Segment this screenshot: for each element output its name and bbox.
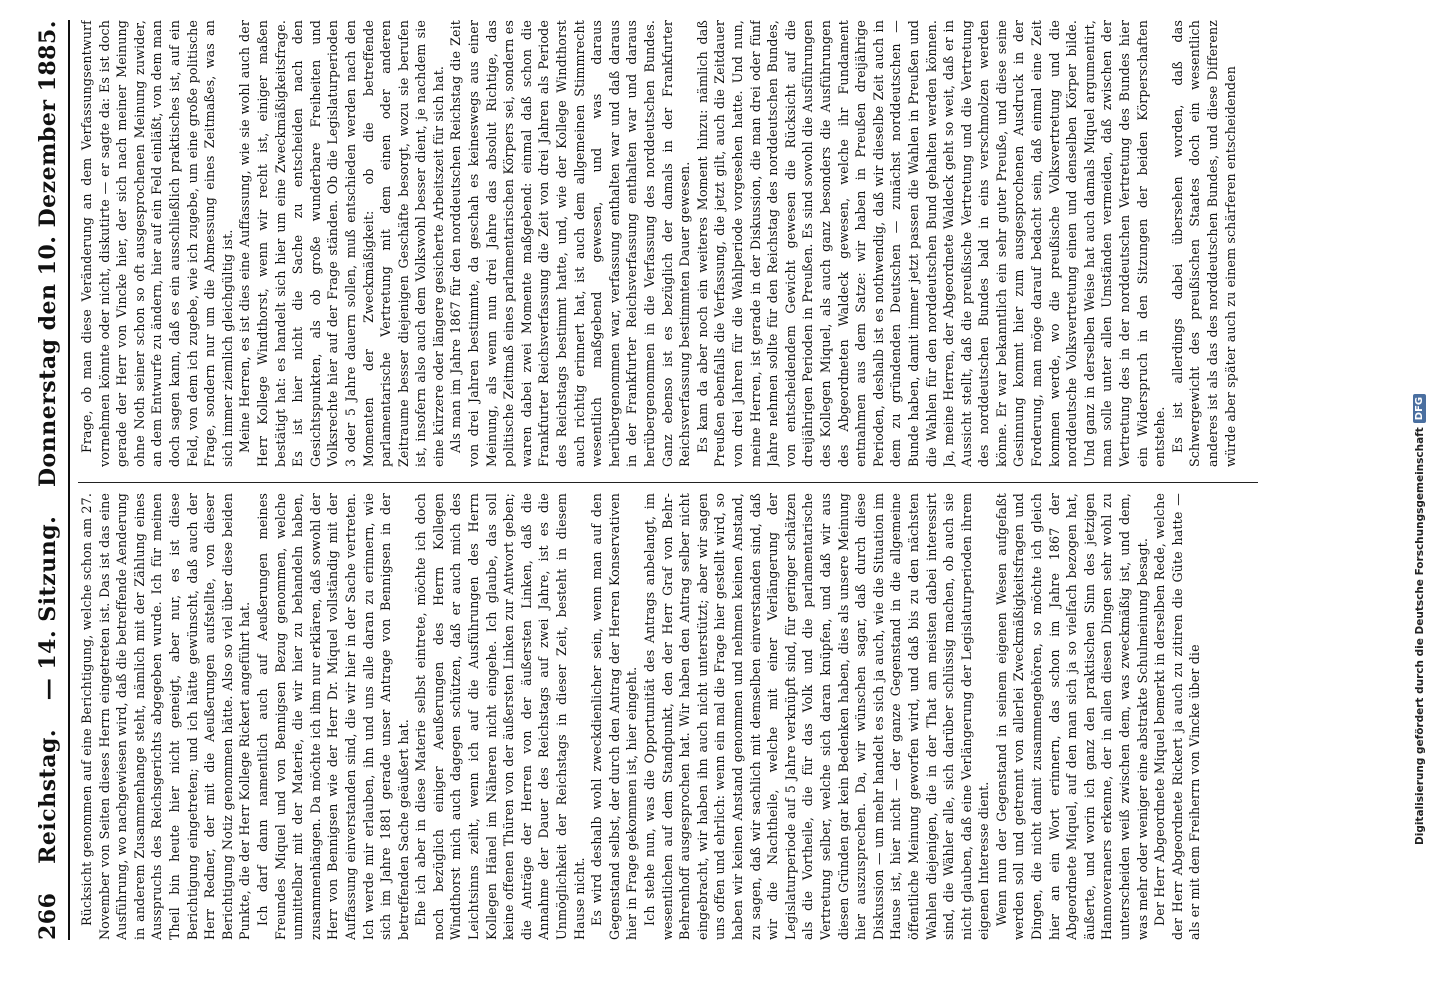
dfg-logo: DFG: [1413, 394, 1426, 423]
credit-line: [1413, 394, 1426, 845]
left-column: [78, 493, 1328, 940]
header-rule: [68, 20, 70, 940]
paragraph: Es wird deshalb wohl zweckdienlicher sein, wenn man auf den Gegenstand selbst, der durch den Antrag der Herren Konservativen hier in Frage gekommen ist, hier eingeht.: [589, 493, 640, 940]
paragraph: Als man im Jahre 1867 für den norddeutschen Reichstag die Zeit von drei Jahren bestimmte, da geschah es keineswegs aus einer Meinung, als wenn nun drei Jahre das absolut Richtige, das politische Zeitmaß eines parlamentarischen Körpers sei, sondern es waren dabei zwei Momente maßgebend: einmal daß schon die Frankfurter Reichsverfassung die Zeit von drei Jahren als Periode des Reichstags bestimmt hatte, und, wie der Kollege Windthorst auch richtig erinnert hat, ist auch dem allgemeinen Stimmrecht wesentlich maßgebend gewesen, und was daraus herübergenommen war, verfassung enthalten war und daß daraus in der Frankfurter Reichsverfassung enthalten war und daraus herübergenommen in die Verfassung des norddeutschen Bundes. Ganz ebenso ist es bezüglich der damals in der Frankfurter Reichsverfassung bestimmten Dauer gewesen.: [448, 20, 693, 467]
paragraph: Es kam da aber noch ein weiteres Moment hinzu: nämlich daß Preußen ebenfalls die Verfassung, die jetzt gilt, auch die Zeitdauer von drei Jahren für die Wahlperiode vorgesehen hatte. Und nun, meine Herren, ist gerade in der Diskussion, die man drei oder fünf Jahre nehmen sollte für den Reichstag des norddeutschen Bundes, von entscheidendem Gewicht gewesen die Rücksicht auf die dreijährigen Perioden in Preußen. Es sind sowohl die Ausführungen des Kollegen Miquel, als auch ganz besonders die Ausführungen des Abgeordneten Waldeck gewesen, welche ihr Fundament entnahmen aus dem Satze: wir haben in Preußen dreijährige Perioden, deshalb ist es nothwendig, daß wir dieselbe Zeit auch in dem zu gründenden Deutschen — zunächst norddeutschen — Bunde haben, damit immer jetzt passen die Wahlen in Preußen und die Wahlen für den norddeutschen Bund gehalten werden können. Ja, meine Herren, der Abgeordnete Waldeck geht so weit, daß er in Aussicht stellt, daß die preußische Vertretung und die Vertretung des norddeutschen Bundes bald in eins verschmolzen werden könne. Er war bekanntlich ein sehr guter Preuße, und diese seine Gesinnung kommt hier zum ausgesprochenen Ausdruck in der Forderung, man möge darauf bedacht sein, daß einmal eine Zeit kommen werde, wo die preußische Volksvertretung und die norddeutsche Volksvertretung einen und denselben Körper bilde. Und ganz in derselben Weise hat auch damals Miquel argumentirt, man solle unter allen Umständen vermeiden, daß zwischen der Vertretung des in der norddeutschen Vertretung des Bundes hier ein Widerspruch in den Sitzungen der beiden Körperschaften entstehe.: [694, 20, 1168, 467]
paragraph: Meine Herren, es ist dies eine Auffassung, wie sie wohl auch der Herr Kollege Windthorst, wenn wir recht ist, einiger maßen bestätigt hat: es handelt sich hier um eine Zweckmäßigkeitsfrage. Es ist hier nicht die Sache zu entscheiden nach den Gesichtspunkten, als ob große wunderbare Freiheiten und Volksrechte hier auf der Frage ständen. Ob die Legislaturperioden 3 oder 5 Jahre dauern sollen, muß entschieden werden nach den Momenten der Zweckmäßigkeit: ob die betreffende parlamentarische Vertretung mit dem einen oder anderen Zeitraume besser diejenigen Geschäfte besorgt, wozu sie berufen ist, insofern also auch dem Volkswohl besser dient, je nachdem sie eine kürzere oder längere gesicherte Arbeitszeit für sich hat.: [237, 20, 446, 467]
paragraph: Der Herr Abgeordnete Miquel bemerkt in derselben Rede, welche der Herr Abgeordnete Rickert ja auch zu zitiren die Güte hatte — als er mit dem Freiherrn von Vincke über die: [1152, 493, 1203, 940]
page-header: [28, 20, 68, 940]
paragraph: Rücksicht genommen auf eine Berichtigung, welche schon am 27. November von Seiten dieses Herrn eingetreten ist. Das ist das eine Ausführung, wo nachgewiesen wird, daß die betreffende Aenderung in anderem Zusammenhange steht, nämlich mit der Zählung eines Ausspruchs des Reichsgerichts abgegeben wurde. Ich für meinen Theil bin heute hier nicht geneigt, aber nur, es ist diese Berichtigung eingetreten; und ich hätte gewünscht, daß auch der Herr Redner, der mit die Aeußerungen aufstellte, von dieser Berichtigung Notiz genommen hätte. Also so viel über diese beiden Punkte, die der Herr Kollege Rickert angeführt hat.: [79, 493, 253, 940]
session-date: Donnerstag den 10. Dezember 1885.: [35, 20, 61, 488]
credit-text: Digitalisierung gefördert durch die Deutsche Forschungsgemeinschaft: [1413, 427, 1426, 845]
paragraph: Ich stehe nun, was die Opportunität des Antrags anbelangt, im wesentlichen auf dem Standpunkt, den der Herr Graf von Behr-Behrenhoff ausgesprochen hat. Wir haben den Antrag selber nicht eingebracht, wir haben ihn auch nicht unterstützt; aber wir sagen uns offen und ehrlich: wenn ein mal die Frage hier gestellt wird, so haben wir keinen Anstand genommen und nehmen keinen Anstand, zu sagen, daß wir sachlich mit demselben einverstanden sind, daß wir die Nachtheile, welche mit einer Verlängerung der Legislaturperiode auf 5 Jahre verknüpft sind, für geringer schätzen als die Vortheile, die für das Volk und die parlamentarische Vertretung selber, welche sich daran knüpfen, und daß wir aus diesen Gründen gar kein Bedenken haben, dies als unsere Meinung hier auszusprechen. Da, wir wünschen sagar, daß durch diese Diskussion — um mehr handelt es sich ja auch, wie die Situation im Hause ist, hier nicht — der ganze Gegenstand in die allgemeine öffentliche Meinung geworfen wird, und daß bis zu den nächsten Wahlen diejenigen, die in der That am meisten dabei interessirt sind, die Wähler alle, sich darüber schlüssig machen, ob auch sie nicht glauben, daß eine Verlängerung der Legislaturperioden ihrem eigenen Interesse dient.: [642, 493, 992, 940]
credit-strip: [1409, 0, 1432, 1000]
paragraph: Wenn nun der Gegenstand in seinem eigenen Wesen aufgefaßt werden soll und getrennt von allerlei Zweckmäßigkeitsfragen und Dingen, die nicht damit zusammengehören, so möchte ich gleich hier an ein Wort erinnern, das schon im Jahre 1867 der Abgeordnete Miquel, auf den man sich ja so vielfach bezogen hat, äußerte, und worin ich ganz den praktischen Sinn des jetzigen Hannoveraners erkenne, der in allen diesen Dingen sehr wohl zu unterscheiden weiß zwischen dem, was zweckmäßig ist, und dem, was mehr oder weniger eine abstrakte Schulmeinung besagt.: [993, 493, 1150, 940]
column-divider: [78, 482, 1258, 483]
paragraph: Frage, ob man diese Veränderung an dem Verfassungsentwurf vornehmen könnte oder nicht, diskutirte — er sagte da: Es ist doch gerade der Herr von Vincke hier, der sich nach meiner Meinung ohne Noth seiner schon so oft ausgesprochenen Meinung zuwider, an dem Entwurfe zu ändern, hier auf ein Feld einläßt, von dem man doch sagen kann, daß es ein ausschließlich praktisches ist, auf ein Feld, von dem ich zugebe, wie ich zugebe, um eine große politische Frage, sondern nur um die Abmessung eines Zeitmaßes, was an sich immer ziemlich gleichgültig ist.: [79, 20, 235, 467]
text-columns: [78, 20, 1328, 940]
chamber-name: Reichstag.: [35, 728, 61, 864]
session-number: — 14. Sitzung.: [35, 515, 61, 701]
right-column: [78, 20, 1328, 467]
paragraph: Ich darf dann namentlich auch auf Aeußerungen meines Freundes Miquel und von Bennigsen Bezug genommen, welche unmittelbar mit der Materie, die wir hier zu behandeln haben, zusammenhängen. Da möchte ich ihm nur erklären, daß sowohl der Herr von Bennigsen wie der Herr Dr. Miquel vollständig mit der Auffassung einverstanden sind, die wir hier in der Sache vertreten. Ich werde mir erlauben, ihn und uns alle daran zu erinnern, wie sich im Jahre 1881 gerade unser Antrage von Bennigsen in der betreffenden Sache geäußert hat.: [254, 493, 411, 940]
paragraph: Es ist allerdings dabei übersehen worden, daß das Schwergewicht des preußischen Staates doch ein wesentlich anderes ist als das des norddeutschen Bundes, und diese Differenz würde aber später auch zu einem schärferen entscheidenden: [1169, 20, 1238, 467]
page-number: 266: [35, 892, 61, 940]
paragraph: Ehe ich aber in diese Materie selbst eintrete, möchte ich doch noch bezüglich einiger Aeußerungen des Herrn Kollegen Windthorst mich auch dagegen schützen, daß er auch mich des Leichtsinns zeiht, wenn ich auf die Ausführungen des Herrn Kollegen Hänel im Näheren nicht eingehe. Ich glaube, das soll keine offenen Thüren von der äußersten Linken zur Antwort geben; die Anträge der Herren von der äußersten Linken, daß die Annahme der Dauer des Reichstags auf zwei Jahre, ist es die Unmöglichkeit der Reichstags in dieser Zeit, besteht in diesem Hause nicht.: [413, 493, 587, 940]
